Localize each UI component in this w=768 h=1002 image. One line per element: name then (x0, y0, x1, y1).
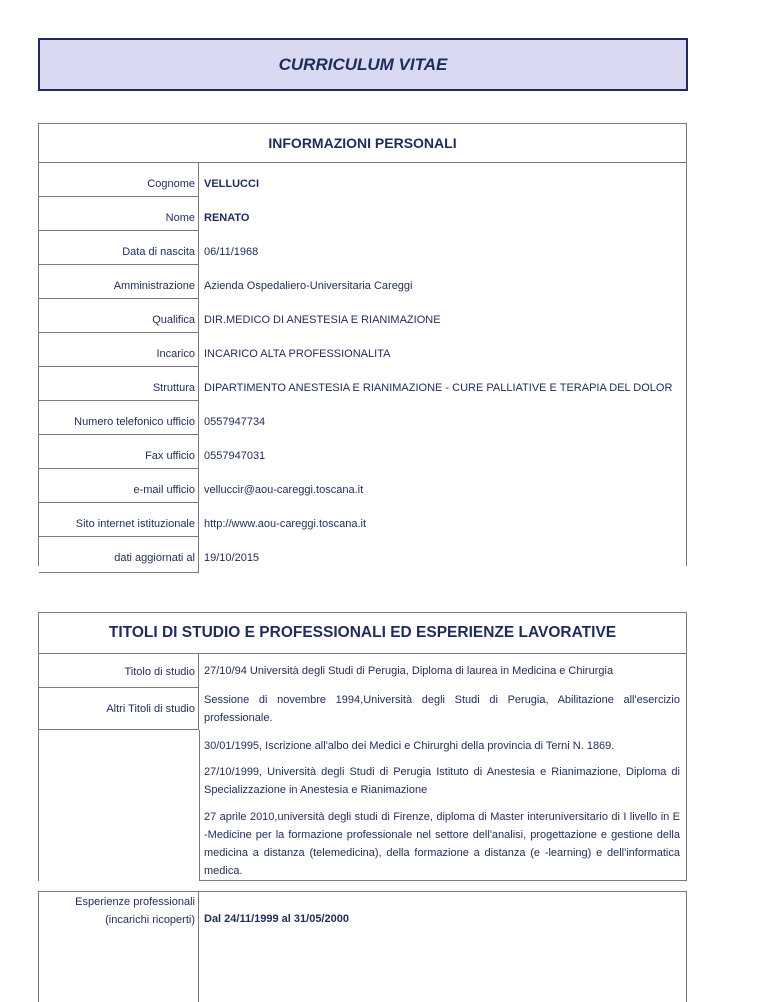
personal-info-label: Nome (39, 197, 199, 231)
studies-heading: TITOLI DI STUDIO E PROFESSIONALI ED ESPERIENZE LAVORATIVE (39, 613, 686, 654)
personal-info-value: DIPARTIMENTO ANESTESIA E RIANIMAZIONE - CURE PALLIATIVE E TERAPIA DEL DOLOR (204, 382, 673, 394)
personal-info-label: Qualifica (39, 299, 199, 333)
personal-info-label: Amministrazione (39, 265, 199, 299)
personal-info-value: 19/10/2015 (204, 552, 260, 564)
personal-info-row (39, 197, 686, 231)
personal-info-label: Fax ufficio (39, 435, 199, 469)
personal-info-label: Incarico (39, 333, 199, 367)
esperienze-first-entry: Dal 24/11/1999 al 31/05/2000 (204, 913, 349, 925)
titolo-studio-label: Titolo di studio (39, 654, 199, 688)
titolo-studio-value: 27/10/94 Università degli Studi di Perugia, Diploma di laurea in Medicina e Chirurgia (204, 665, 614, 677)
personal-info-label: Cognome (39, 163, 199, 197)
altri-titoli-item: Sessione di novembre 1994,Università degli Studi di Perugia, Abilitazione all'esercizio professionale. (204, 694, 680, 724)
personal-info-section (38, 123, 687, 566)
personal-info-row (39, 231, 686, 265)
altri-titoli-item: 27/10/1999, Università degli Studi di Perugia Istituto di Anestesia e Rianimazione, Diploma di Specializzazione in Anestesia e Rianimazione (204, 766, 680, 796)
personal-info-row (39, 333, 686, 367)
altri-titoli-item: 27 aprile 2010,università degli studi di Firenze, diploma di Master interuniversitario di I livello in E -Medicine per la formazione professionale nel settore dell'analisi, progettazione e gestione della medicina a distanza (telemedicina), della formazione a distanza (e -learning) e dell'informatica medica. (204, 811, 680, 877)
cv-title: CURRICULUM VITAE (38, 38, 688, 91)
personal-info-value: VELLUCCI (204, 178, 259, 190)
personal-info-label: e-mail ufficio (39, 469, 199, 503)
personal-info-label: Data di nascita (39, 231, 199, 265)
esperienze-section (38, 891, 687, 1002)
personal-info-label: Struttura (39, 367, 199, 401)
personal-info-value: 06/11/1968 (204, 246, 259, 258)
personal-info-row (39, 435, 686, 469)
personal-info-row (39, 469, 686, 503)
personal-info-row (39, 537, 686, 573)
personal-info-label: Sito internet istituzionale (39, 503, 199, 537)
altri-titoli-item: 30/01/1995, Iscrizione all'albo dei Medici e Chirurghi della provincia di Terni N. 1869. (204, 740, 615, 752)
column-divider (199, 730, 200, 881)
personal-info-heading: INFORMAZIONI PERSONALI (39, 124, 686, 163)
titolo-studio-row (39, 654, 686, 688)
personal-info-row (39, 265, 686, 299)
personal-info-value: RENATO (204, 212, 250, 224)
personal-info-value: Azienda Ospedaliero-Universitaria Careggi (204, 280, 413, 292)
personal-info-row (39, 503, 686, 537)
section-bottom-rule (199, 880, 686, 881)
personal-info-value: 0557947734 (204, 416, 266, 428)
personal-info-label: Numero telefonico ufficio (39, 401, 199, 435)
personal-info-row (39, 401, 686, 435)
personal-info-label: dati aggiornati al (39, 537, 199, 573)
studies-section (38, 612, 687, 881)
personal-info-value: INCARICO ALTA PROFESSIONALITA (204, 348, 391, 360)
personal-info-row (39, 367, 686, 401)
esperienze-label: Esperienze professionali (incarichi ricoperti) (39, 892, 199, 1002)
personal-info-row (39, 163, 686, 197)
personal-info-value: 0557947031 (204, 450, 266, 462)
personal-info-value: DIR.MEDICO DI ANESTESIA E RIANIMAZIONE (204, 314, 441, 326)
personal-info-value: velluccir@aou-careggi.toscana.it (204, 484, 364, 496)
altri-titoli-label: Altri Titoli di studio (39, 688, 199, 730)
personal-info-row (39, 299, 686, 333)
personal-info-value: http://www.aou-careggi.toscana.it (204, 518, 367, 530)
